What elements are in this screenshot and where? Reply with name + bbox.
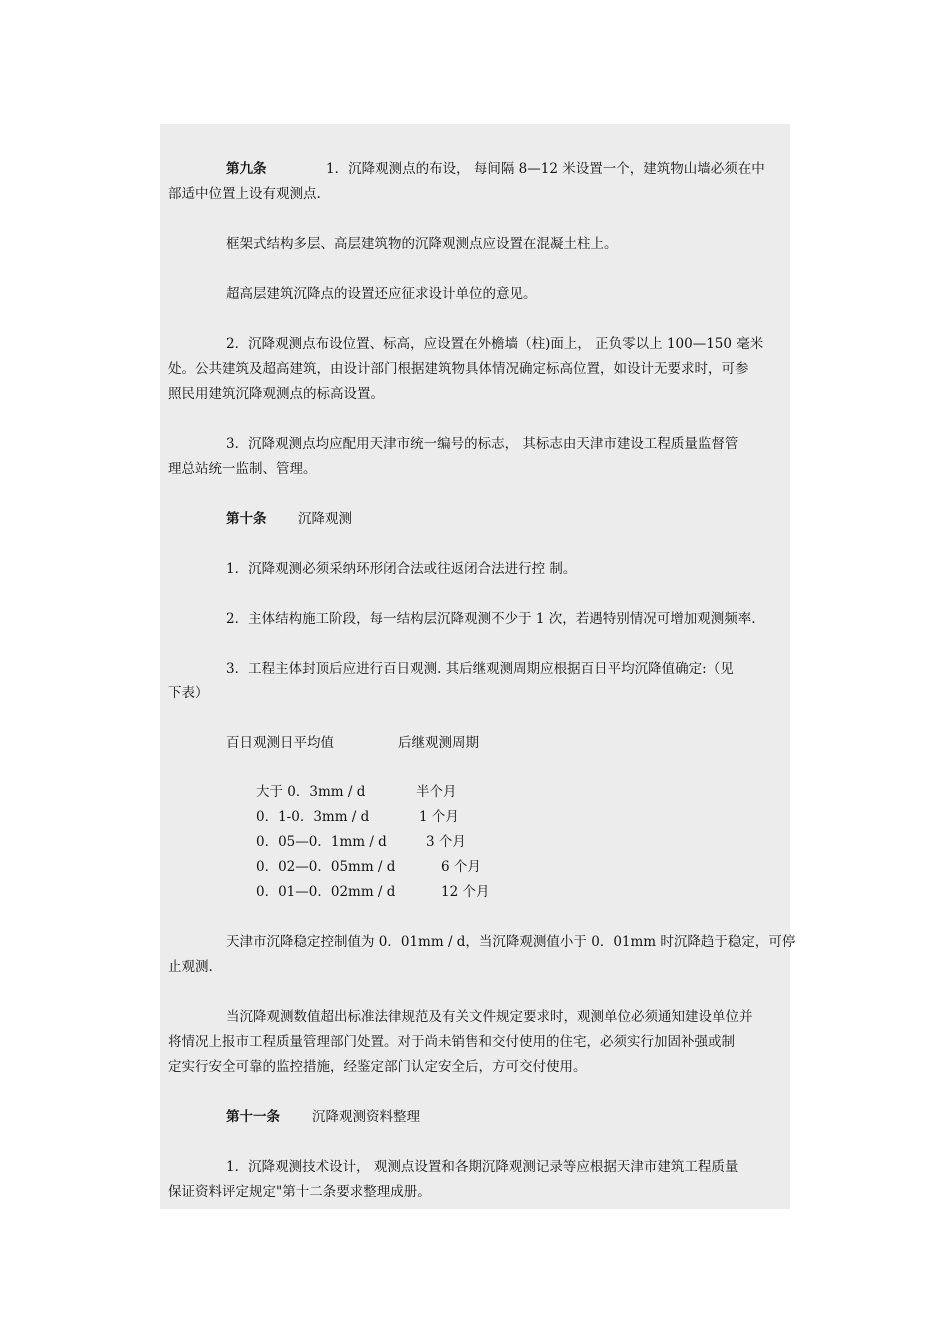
article-9-para-5-line-1: 3．沉降观测点均应配用天津市统一编号的标志， 其标志由天津市建设工程质量监督管 (226, 436, 739, 452)
table-row-period: 半个月 (416, 784, 457, 800)
table-row-period: 6 个月 (441, 859, 481, 875)
article-10-para-3-line-1: 3．工程主体封顶后应进行百日观测. 其后继观测周期应根据百日平均沉降值确定:（见 (226, 661, 734, 677)
article-11-heading: 第十一条 (226, 1109, 280, 1125)
article-9-para-1-line-2: 部适中位置上设有观测点. (168, 186, 321, 202)
article-9-para-5-line-2: 理总站统一监制、管理。 (168, 461, 317, 477)
article-10-para-1: 1．沉降观测必须采纳环形闭合法或往返闭合法进行控 制。 (226, 561, 577, 577)
table-row-value: 0．1-0．3mm / d (256, 809, 370, 825)
article-10-para-5-line-2: 将情况上报市工程质量管理部门处置。对于尚未销售和交付使用的住宅，必须实行加固补强或制 (168, 1034, 735, 1050)
table-row-value: 0．01—0．02mm / d (256, 884, 396, 900)
table-row-value: 0．05—0．1mm / d (256, 834, 387, 850)
table-row-value: 0．02—0．05mm / d (256, 859, 396, 875)
table-row-period: 3 个月 (426, 834, 466, 850)
article-10-para-2: 2．主体结构施工阶段，每一结构层沉降观测不少于 1 次，若遇特别情况可增加观测频率. (226, 611, 756, 627)
article-11-para-1-line-2: 保证资料评定规定"第十二条要求整理成册。 (168, 1184, 431, 1200)
article-9-heading: 第九条 (226, 161, 267, 177)
article-9-para-1-line-1: 1．沉降观测点的布设， 每间隔 8—12 米设置一个，建筑物山墙必须在中 (326, 161, 765, 177)
article-10-heading: 第十条 (226, 511, 267, 527)
article-9-para-3: 超高层建筑沉降点的设置还应征求设计单位的意见。 (226, 286, 537, 302)
article-11-para-1-line-1: 1．沉降观测技术设计， 观测点设置和各期沉降观测记录等应根据天津市建筑工程质量 (226, 1159, 739, 1175)
article-10-para-3-line-2: 下表） (168, 685, 209, 701)
article-10-para-5-line-1: 当沉降观测数值超出标准法律规范及有关文件规定要求时，观测单位必须通知建设单位并 (226, 1009, 753, 1025)
table-header-value: 百日观测日平均值 (226, 735, 334, 751)
article-9-para-4-line-3: 照民用建筑沉降观测点的标高设置。 (168, 386, 384, 402)
article-9-para-4-line-2: 处。公共建筑及超高建筑，由设计部门根据建筑物具体情况确定标高位置，如设计无要求时，可参 (168, 361, 749, 377)
table-row-value: 大于 0．3mm / d (256, 784, 366, 800)
table-row-period: 1 个月 (419, 809, 459, 825)
article-10-para-5-line-3: 定实行安全可靠的监控措施，经鉴定部门认定安全后，方可交付使用。 (168, 1059, 587, 1075)
article-10-para-4-line-2: 止观测. (168, 959, 213, 975)
table-header-period: 后继观测周期 (398, 735, 479, 751)
article-10-para-4-line-1: 天津市沉降稳定控制值为 0．01mm / d，当沉降观测值小于 0．01mm 时沉降趋于稳定，可停 (226, 934, 796, 950)
table-row-period: 12 个月 (441, 884, 490, 900)
article-9-para-4-line-1: 2．沉降观测点布设位置、标高，应设置在外檐墙（柱)面上， 正负零以上 100—150 毫米 (226, 336, 764, 352)
article-11-title: 沉降观测资料整理 (312, 1109, 420, 1125)
article-9-para-2: 框架式结构多层、高层建筑物的沉降观测点应设置在混凝土柱上。 (226, 236, 618, 252)
article-10-title: 沉降观测 (298, 511, 352, 527)
